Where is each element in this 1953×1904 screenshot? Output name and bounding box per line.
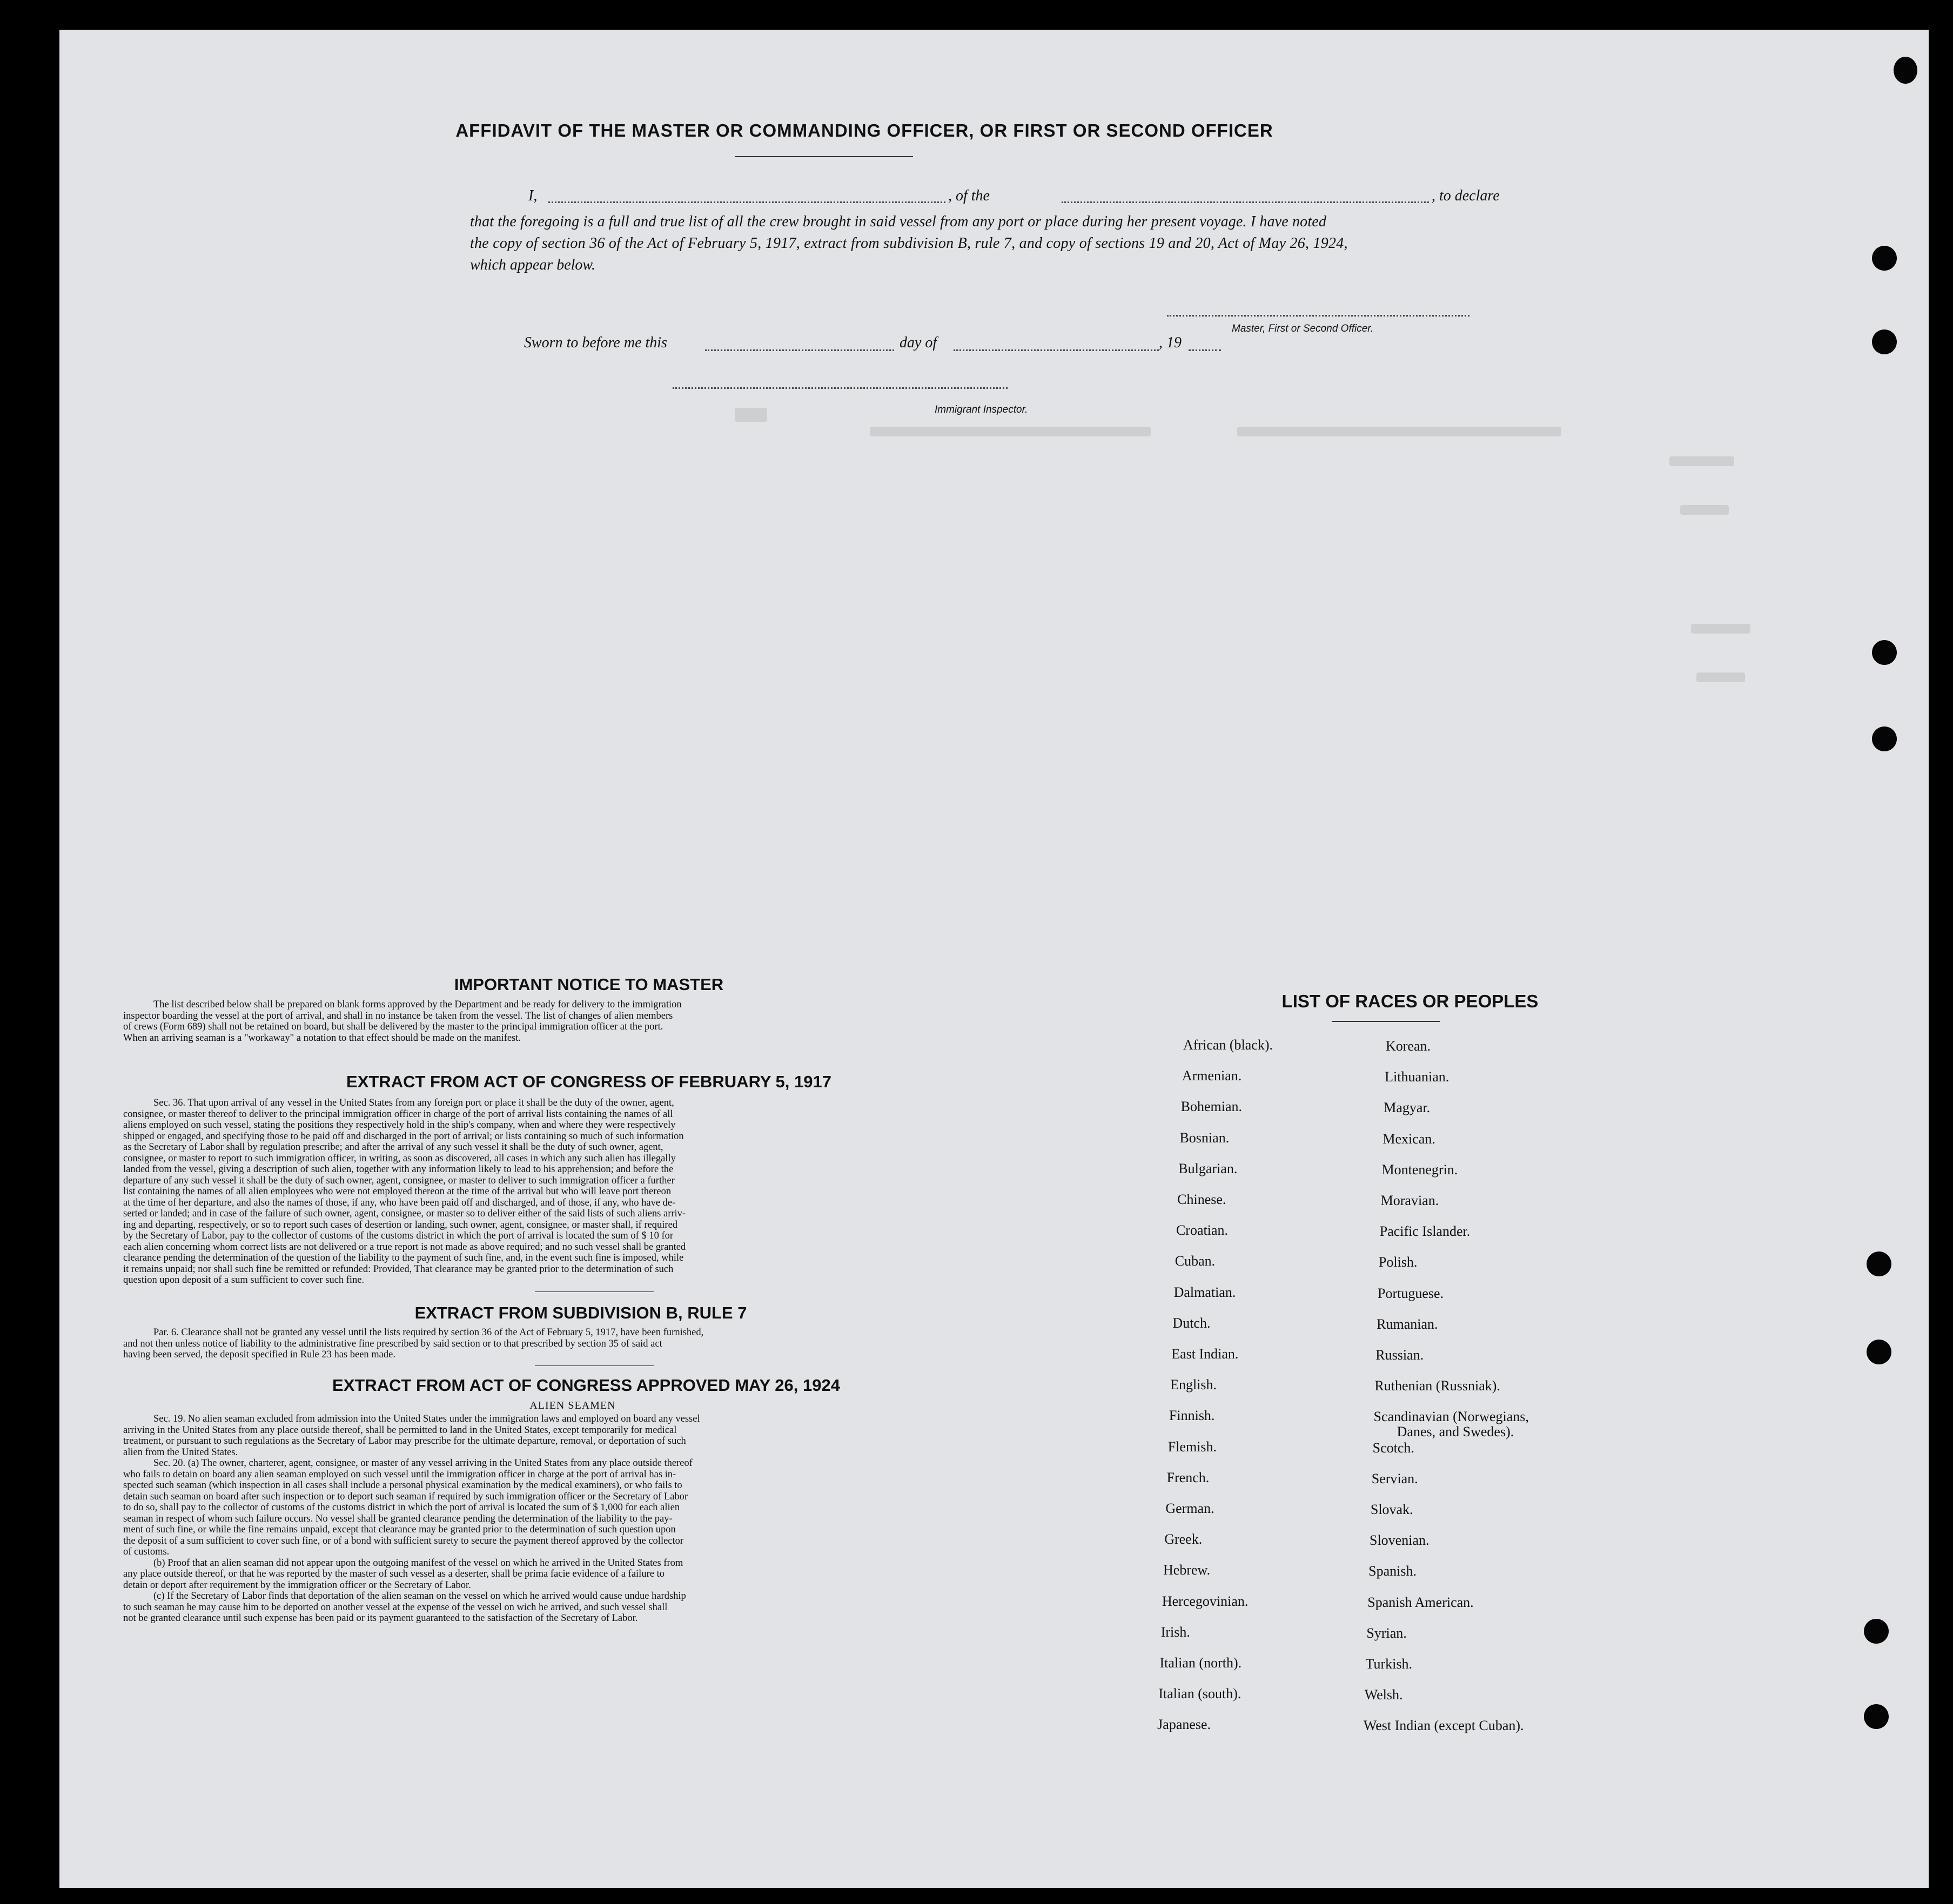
body-line: who fails to detain on board any alien seaman employed on such vessel until the immigration officer in charge at the port of arrival has in- [123, 1469, 676, 1480]
body-line: question upon deposit of a sum sufficient to cover such fine. [123, 1275, 365, 1286]
notice-title: IMPORTANT NOTICE TO MASTER [454, 975, 724, 994]
race-item: Flemish. [1167, 1438, 1217, 1455]
body-line: (b) Proof that an alien seaman did not appear upon the outgoing manifest of the vessel on which he arrived in the United States from [153, 1557, 683, 1569]
bleed-through-mark [1696, 672, 1745, 682]
punch-hole [1864, 1619, 1889, 1644]
body-line: arriving in the United States from any place outside thereof, shall be permitted to land in the United States, except temporarily for medical [123, 1424, 677, 1436]
act-1917-title: EXTRACT FROM ACT OF CONGRESS OF FEBRUARY 5, 1917 [346, 1072, 831, 1091]
race-item: Polish. [1378, 1254, 1418, 1270]
affidavit-line-3: the copy of section 36 of the Act of February 5, 1917, extract from subdivision B, rule 7, and copy of sections 19 and 20, Act of May 26, 1924, [470, 235, 1348, 252]
name-field[interactable] [548, 201, 945, 203]
rule7-title: EXTRACT FROM SUBDIVISION B, RULE 7 [414, 1303, 747, 1322]
title-field[interactable] [1062, 201, 1429, 203]
sworn-day-of: day of [900, 334, 937, 351]
body-line: Sec. 20. (a) The owner, charterer, agent, consignee, or master of any vessel arriving in the United States from any place outside thereof [153, 1458, 693, 1469]
sworn-year-prefix: , 19 [1159, 334, 1182, 351]
race-item: Moravian. [1380, 1193, 1439, 1208]
signature-field[interactable] [1167, 315, 1469, 317]
body-line: seaman in respect of whom such failure occurs. No vessel shall be granted clearance pending the determination of the liability to the pay- [123, 1513, 673, 1524]
race-item: Dutch. [1172, 1315, 1211, 1331]
bleed-through-mark [1691, 624, 1750, 634]
race-item: Magyar. [1384, 1100, 1431, 1116]
race-item: Syrian. [1366, 1625, 1407, 1641]
race-item: Danes, and Swedes). [1397, 1424, 1514, 1440]
rule7-body [123, 1327, 979, 1361]
race-item: Lithuanian. [1385, 1069, 1449, 1085]
punch-hole [1872, 246, 1897, 271]
notice-body [123, 999, 977, 1044]
race-item: Bohemian. [1180, 1099, 1243, 1115]
body-line: having been served, the deposit specified in Rule 23 has been made. [123, 1349, 395, 1360]
race-item: East Indian. [1171, 1346, 1239, 1362]
sworn-text: Sworn to before me this [524, 334, 667, 351]
race-item: French. [1166, 1469, 1210, 1485]
affidavit-line-4: which appear below. [470, 257, 596, 273]
act-1924-subtitle: ALIEN SEAMEN [529, 1400, 616, 1411]
race-item: Pacific Islander. [1379, 1223, 1471, 1240]
body-line: aliens employed on such vessel, stating the positions they respectively hold in the ship's company, when and where they were respectively [123, 1120, 676, 1131]
body-line: landed from the vessel, giving a description of such alien, together with any information likely to lead to his apprehension; and before the [123, 1164, 674, 1175]
body-line: the deposit of a sum sufficient to cover such fine, or of a bond with sufficient surety to secure the payment thereof approved by the collector [123, 1535, 684, 1546]
body-line: as the Secretary of Labor shall by regulation prescribe; and after the arrival of any such vessel it shall be the duty of such owner, agent, [123, 1142, 663, 1153]
body-line: any place outside thereof, or that he was reported by the master of such vessel as a deserter, shall be prima facie evidence of a failure to [123, 1569, 665, 1579]
race-item: Scandinavian (Norwegians, [1373, 1409, 1529, 1425]
race-item: Russian. [1375, 1347, 1424, 1363]
race-item: Korean. [1386, 1038, 1431, 1054]
body-line: consignee, or master thereof to deliver to the principal immigration officer in charge of the port of arrival lists containing the names of all [123, 1108, 673, 1120]
race-item: Welsh. [1364, 1687, 1403, 1703]
notice-line: The list described below shall be prepared on blank forms approved by the Department and be ready for delivery to the immigration [153, 999, 682, 1010]
body-line: shipped or engaged, and specifying those to be paid off and discharged in the port of arrival; or lists containing so much of such information [123, 1131, 684, 1142]
race-item: Greek. [1164, 1531, 1203, 1548]
body-line: treatment, or pursuant to such regulations as the Secretary of Labor may prescribe for the ultimate departure, removal, or deportation of such [123, 1436, 686, 1446]
body-line: detain such seaman on board after such inspection or to deport such seaman if required by such immigration officer or the Secretary of Labor [123, 1491, 688, 1502]
race-item: Bosnian. [1179, 1129, 1230, 1146]
notice-line: of crews (Form 689) shall not be retained on board, but shall be delivered by the master to the principal immigration officer at the port. [123, 1021, 663, 1032]
bleed-through-mark [1237, 427, 1561, 436]
race-item: Spanish. [1368, 1563, 1417, 1579]
notice-line: When an arriving seaman is a "workaway" a notation to that effect should be made on the manifest. [123, 1032, 521, 1044]
race-item: Cuban. [1175, 1253, 1216, 1269]
sworn-year-field[interactable] [1189, 349, 1221, 351]
section-rule [535, 1291, 654, 1292]
races-title: LIST OF RACES OR PEOPLES [1281, 991, 1539, 1011]
body-line: to such seaman he may cause him to be deported on another vessel at the expense of the vessel on wich he arrived, and such vessel shall [123, 1602, 668, 1613]
race-item: Armenian. [1182, 1068, 1242, 1084]
body-line: list containing the names of all alien employees who were not employed thereon at the time of the arrival but who will leave port thereon [123, 1186, 672, 1197]
affidavit-text-i: I, [528, 187, 538, 204]
punch-hole [1867, 1340, 1891, 1364]
body-line: Sec. 36. That upon arrival of any vessel in the United States from any foreign port or place it shall be the duty of the owner, agent, [153, 1098, 674, 1108]
body-line: spected such seaman (which inspection in all cases shall include a personal physical examination by the medical examiners), or who fails to [123, 1480, 682, 1491]
race-item: Italian (north). [1159, 1655, 1242, 1671]
act-1924-body [123, 1414, 979, 1624]
body-line: (c) If the Secretary of Labor finds that deportation of the alien seaman on the vessel on which he arrived would cause undue hardship [153, 1591, 686, 1602]
race-item: Portuguese. [1378, 1285, 1444, 1301]
body-line: not be granted clearance until such expense has been paid or its payment guaranteed to the satisfaction of the Secretary of Labor. [123, 1613, 638, 1624]
title-rule [735, 156, 913, 157]
punch-hole [1872, 329, 1897, 354]
notice-line: inspector boarding the vessel at the port of arrival, and shall in no instance be taken from the vessel. The list of changes of alien members [123, 1010, 673, 1021]
bleed-through-mark [870, 427, 1151, 436]
race-item: Rumanian. [1377, 1316, 1438, 1332]
body-line: by the Secretary of Labor, pay to the collector of customs of the customs district in which the port of arrival is located the sum of $ 10 for [123, 1230, 674, 1241]
race-item: Scotch. [1372, 1439, 1414, 1456]
body-line: ing and departing, respectively, or so to report such cases of desertion or landing, such owner, agent, consignee, or master shall, if required [123, 1219, 678, 1230]
race-item: Croatian. [1176, 1222, 1228, 1239]
punch-hole [1872, 726, 1897, 751]
race-item: Turkish. [1365, 1656, 1412, 1672]
race-item: German. [1165, 1501, 1214, 1516]
race-item: Hercegovinian. [1162, 1593, 1249, 1609]
bleed-through-mark [1669, 456, 1734, 466]
race-item: Dalmatian. [1173, 1284, 1236, 1300]
body-line: alien from the United States. [123, 1446, 238, 1458]
race-item: Italian (south). [1158, 1686, 1241, 1702]
race-item: Servian. [1371, 1470, 1418, 1486]
race-item: West Indian (except Cuban). [1363, 1718, 1524, 1734]
signature-label: Master, First or Second Officer. [1232, 323, 1374, 334]
race-item: Montenegrin. [1381, 1161, 1458, 1178]
race-item: Finnish. [1169, 1408, 1215, 1424]
body-line: to do so, shall pay to the collector of customs of the customs district in which the port of arrival is located the sum of $ 1,000 for each alien [123, 1502, 680, 1513]
race-item: Irish. [1160, 1624, 1190, 1640]
body-line: at the time of her departure, and also the names of those, if any, who have been paid off and discharged, and of those, if any, who have de- [123, 1197, 676, 1208]
act-1924-title: EXTRACT FROM ACT OF CONGRESS APPROVED MAY 26, 1924 [332, 1376, 840, 1395]
race-item: Slovenian. [1370, 1532, 1429, 1549]
race-item: Japanese. [1157, 1717, 1211, 1733]
body-line: and not then unless notice of liability to the administrative fine prescribed by said section or to that prescribed by section 35 of said act [123, 1338, 662, 1349]
section-rule [535, 1365, 654, 1366]
sworn-month-field[interactable] [954, 349, 1159, 351]
affidavit-title: AFFIDAVIT OF THE MASTER OR COMMANDING OFFICER, OR FIRST OR SECOND OFFICER [455, 120, 1273, 140]
body-line: ment of such fine, or while the fine remains unpaid, except that clearance may be granted prior to the determination of such question upon [123, 1524, 676, 1535]
punch-hole [1894, 57, 1917, 84]
affidavit-text-declare: , to declare [1432, 187, 1500, 204]
race-item: Slovak. [1370, 1502, 1413, 1517]
document-page [59, 30, 1929, 1888]
races-title-rule [1332, 1021, 1440, 1022]
affidavit-line-2: that the foregoing is a full and true list of all the crew brought in said vessel from any port or place during her present voyage. I have noted [470, 213, 1326, 230]
body-line: clearance pending the determination of the question of the liability to the payment of such fine, and, in the event such fine is imposed, while [123, 1253, 684, 1263]
body-line: Sec. 19. No alien seaman excluded from admission into the United States under the immigration laws and employed on board any vessel [153, 1414, 700, 1424]
race-item: Bulgarian. [1178, 1160, 1238, 1176]
punch-hole [1872, 640, 1897, 665]
race-item: Spanish American. [1367, 1594, 1474, 1610]
race-item: Mexican. [1382, 1131, 1435, 1147]
body-line: of customs. [123, 1546, 170, 1557]
act-1917-body [123, 1098, 979, 1286]
inspector-signature-field[interactable] [673, 387, 1008, 389]
body-line: departure of any such vessel it shall be the duty of such owner, agent, consignee, or master to deliver to such immigration officer a further [123, 1175, 675, 1186]
inspector-label: Immigrant Inspector. [935, 404, 1028, 415]
sworn-day-field[interactable] [705, 349, 894, 351]
punch-hole [1867, 1252, 1891, 1276]
race-item: English. [1170, 1377, 1217, 1393]
race-item: Chinese. [1177, 1192, 1226, 1207]
race-item: Hebrew. [1163, 1562, 1211, 1578]
bleed-through-mark [735, 408, 767, 422]
body-line: detain or deport after requirement by the immigration officer or the Secretary of Labor. [123, 1579, 471, 1591]
bleed-through-mark [1680, 505, 1729, 515]
affidavit-text-of-the: , of the [948, 187, 990, 204]
punch-hole [1864, 1704, 1889, 1729]
body-line: it remains unpaid; nor shall such fine be remitted or refunded: Provided, That clearance may be granted prior to the determination of such [123, 1263, 674, 1275]
race-item: Ruthenian (Russniak). [1374, 1378, 1500, 1394]
body-line: serted or landed; and in case of the failure of such owner, agent, consignee, or master so to deliver either of the said lists of such aliens arriv- [123, 1208, 686, 1219]
body-line: each alien concerning whom correct lists are not delivered or a true report is not made as above required; and no such vessel shall be granted [123, 1241, 686, 1253]
body-line: consignee, or master to report to such immigration officer, in writing, as soon as discovered, all cases in which any such alien has illegally [123, 1153, 676, 1164]
race-item: African (black). [1183, 1037, 1273, 1053]
body-line: Par. 6. Clearance shall not be granted any vessel until the lists required by section 36 of the Act of February 5, 1917, have been furnished, [153, 1327, 704, 1338]
